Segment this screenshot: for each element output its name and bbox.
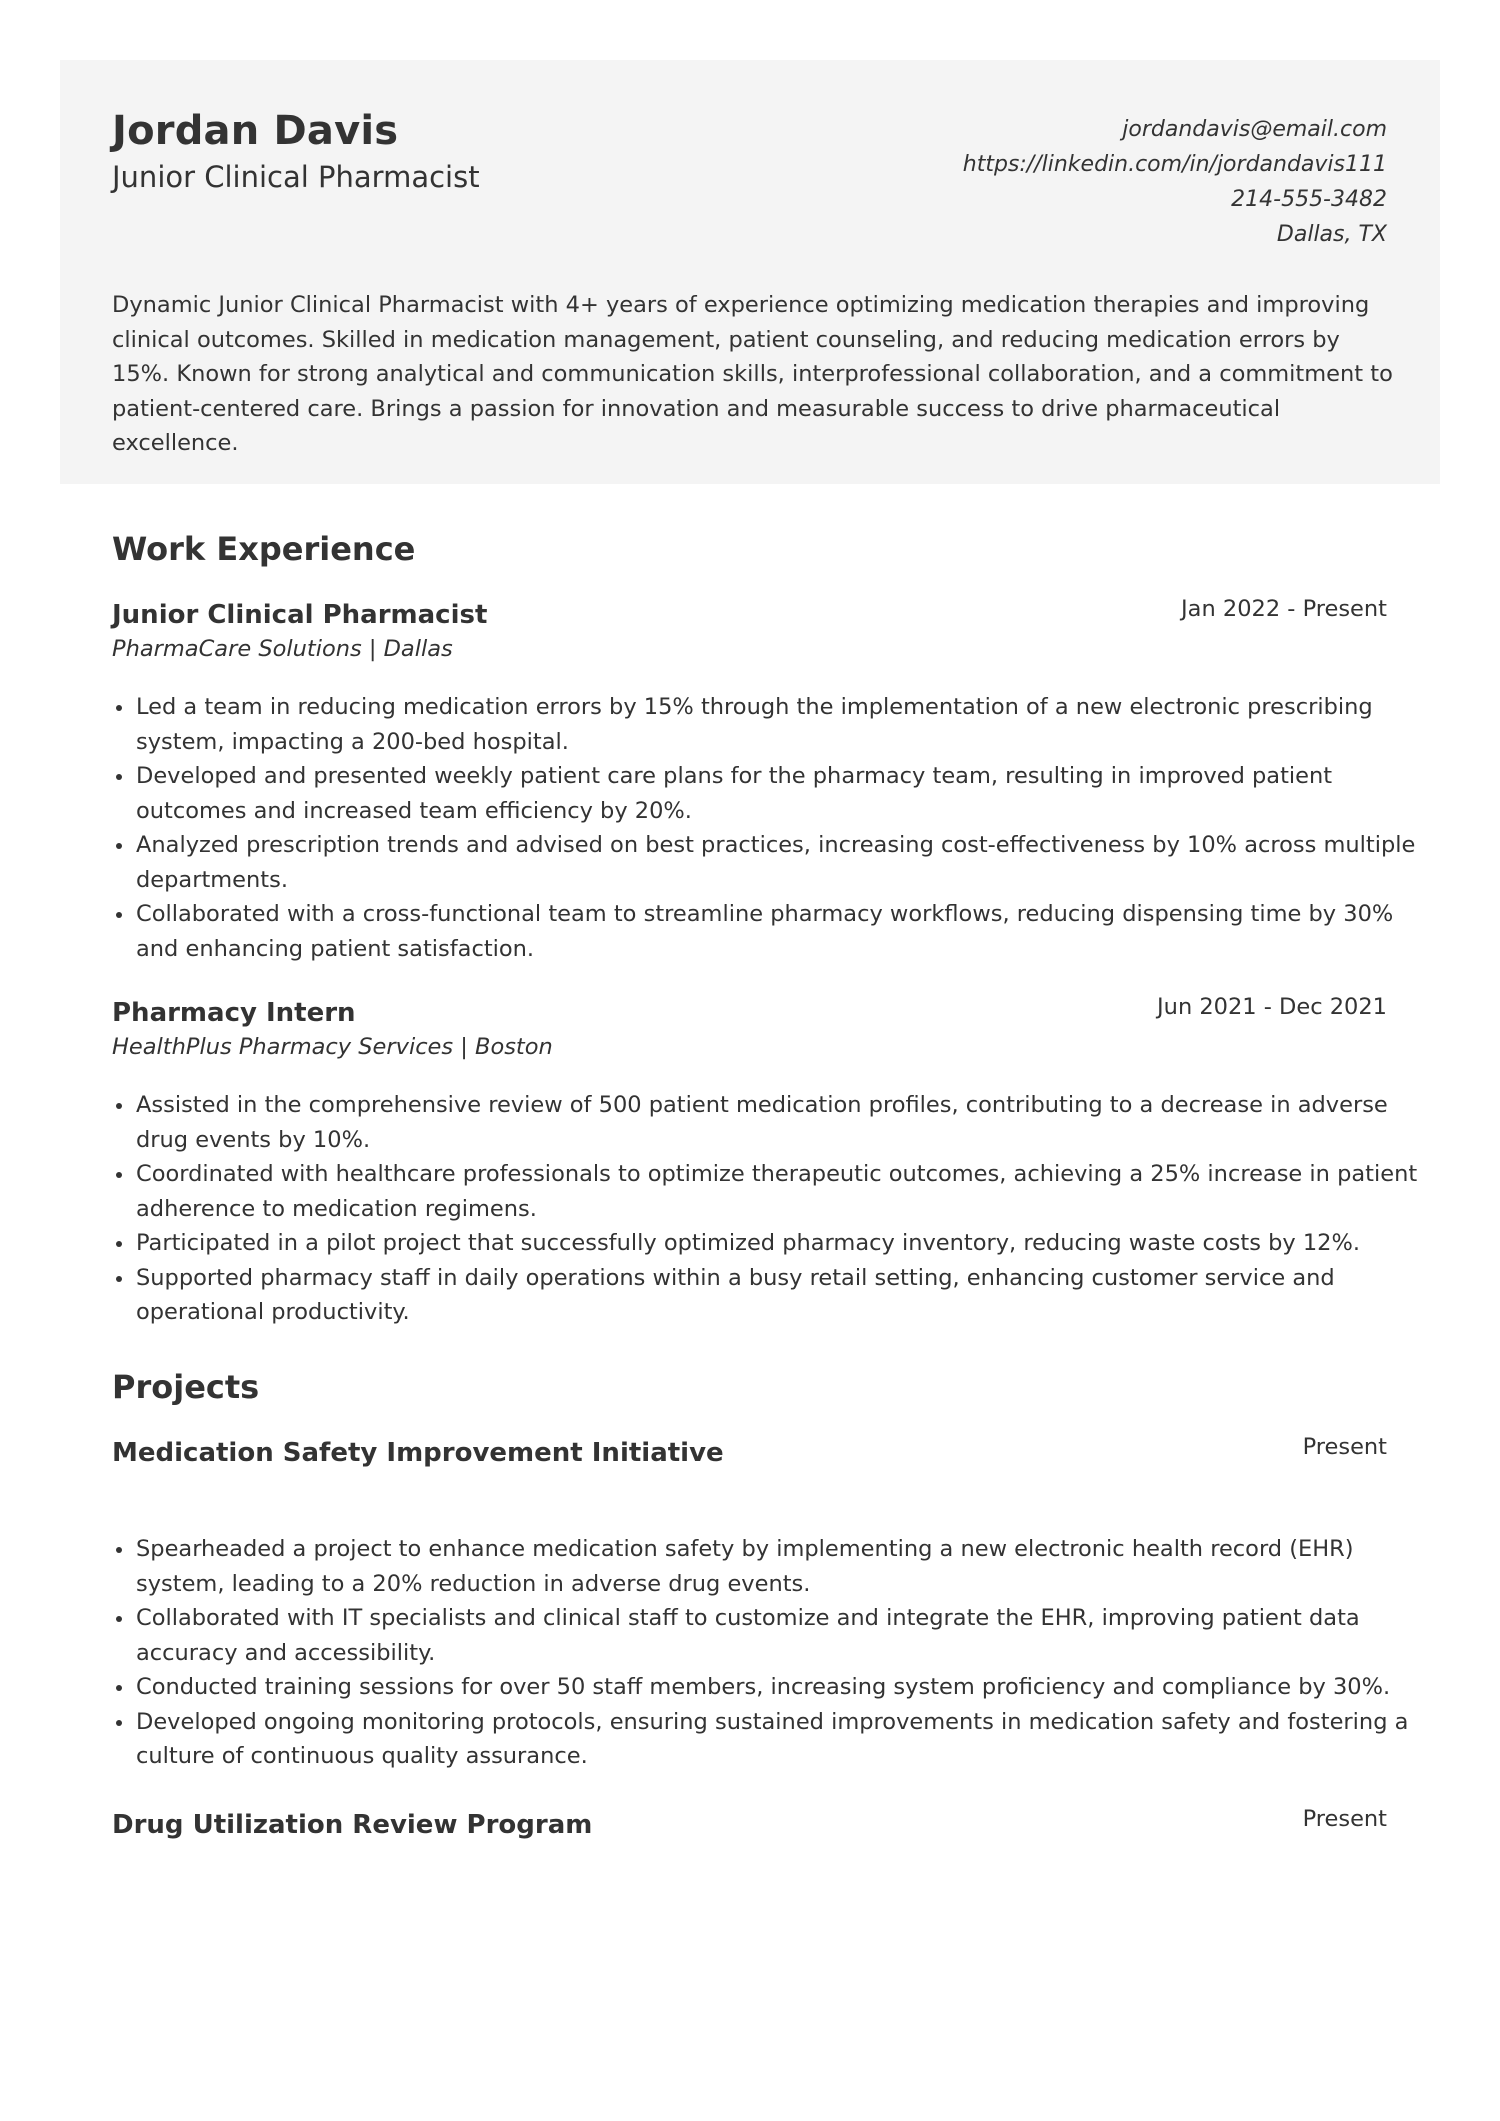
professional-summary: Dynamic Junior Clinical Pharmacist with 4+ years of experience optimizing medication therapies and improving clinical outcomes. Skilled in medication management, patient counseling, and reducing medication errors by 15%. Known for strong analytical and communication skills, interprofessional collaboration, and a commitment to patient-centered care. Brings a passion for innovation and measurable success to drive pharmaceutical excellence. (112, 292, 1393, 456)
candidate-title: Junior Clinical Pharmacist (112, 160, 480, 194)
contact-location: Dallas, TX (1276, 222, 1387, 247)
list-item: Developed and presented weekly patient care plans for the pharmacy team, resulting in improved patient outcomes and increased team efficiency by 20%. (136, 759, 1426, 828)
contact-email[interactable]: jordandavis@email.com (1122, 117, 1387, 142)
project-title: Drug Utilization Review Program (112, 1810, 593, 1840)
list-item: Coordinated with healthcare professionals to optimize therapeutic outcomes, achieving a 25% increase in patient adherence to medication regimens. (136, 1157, 1426, 1226)
job-title: Pharmacy Intern (112, 998, 356, 1028)
list-item: Led a team in reducing medication errors by 15% through the implementation of a new electronic prescribing system, impacting a 200-bed hospital. (136, 690, 1426, 759)
job-title: Junior Clinical Pharmacist (112, 600, 488, 630)
work-experience-heading: Work Experience (112, 530, 416, 568)
list-item: Collaborated with a cross-functional team to streamline pharmacy workflows, reducing dispensing time by 30% and enhancing patient satisfaction. (136, 897, 1426, 966)
list-item: Spearheaded a project to enhance medication safety by implementing a new electronic health record (EHR) system, leading to a 20% reduction in adverse drug events. (136, 1532, 1426, 1601)
list-item: Participated in a pilot project that successfully optimized pharmacy inventory, reducing waste costs by 12%. (136, 1226, 1426, 1261)
job-company: PharmaCare Solutions | Dallas (112, 636, 453, 662)
candidate-name: Jordan Davis (112, 108, 399, 154)
list-item: Assisted in the comprehensive review of 500 patient medication profiles, contributing to a decrease in adverse drug events by 10%. (136, 1088, 1426, 1157)
project-date: Present (1302, 1806, 1387, 1832)
job-date: Jun 2021 - Dec 2021 (1157, 994, 1387, 1020)
project-title: Medication Safety Improvement Initiative (112, 1438, 724, 1468)
job-bullet-list (112, 1088, 1426, 1330)
job-date: Jan 2022 - Present (1181, 596, 1387, 622)
project-bullet-list (112, 1532, 1426, 1774)
list-item: Conducted training sessions for over 50 staff members, increasing system proficiency and compliance by 30%. (136, 1670, 1426, 1705)
list-item: Supported pharmacy staff in daily operations within a busy retail setting, enhancing customer service and operational productivity. (136, 1261, 1426, 1330)
list-item: Analyzed prescription trends and advised on best practices, increasing cost-effectiveness by 10% across multiple departments. (136, 828, 1426, 897)
list-item: Developed ongoing monitoring protocols, ensuring sustained improvements in medication safety and fostering a culture of continuous quality assurance. (136, 1705, 1426, 1774)
job-bullet-list (112, 690, 1426, 966)
contact-linkedin[interactable]: https://linkedin.com/in/jordandavis111 (962, 152, 1387, 177)
project-date: Present (1302, 1434, 1387, 1460)
projects-heading: Projects (112, 1368, 260, 1406)
job-company: HealthPlus Pharmacy Services | Boston (112, 1034, 553, 1060)
list-item: Collaborated with IT specialists and clinical staff to customize and integrate the EHR, improving patient data accuracy and accessibility. (136, 1601, 1426, 1670)
contact-phone: 214-555-3482 (1231, 187, 1387, 212)
contact-block (963, 112, 1387, 252)
